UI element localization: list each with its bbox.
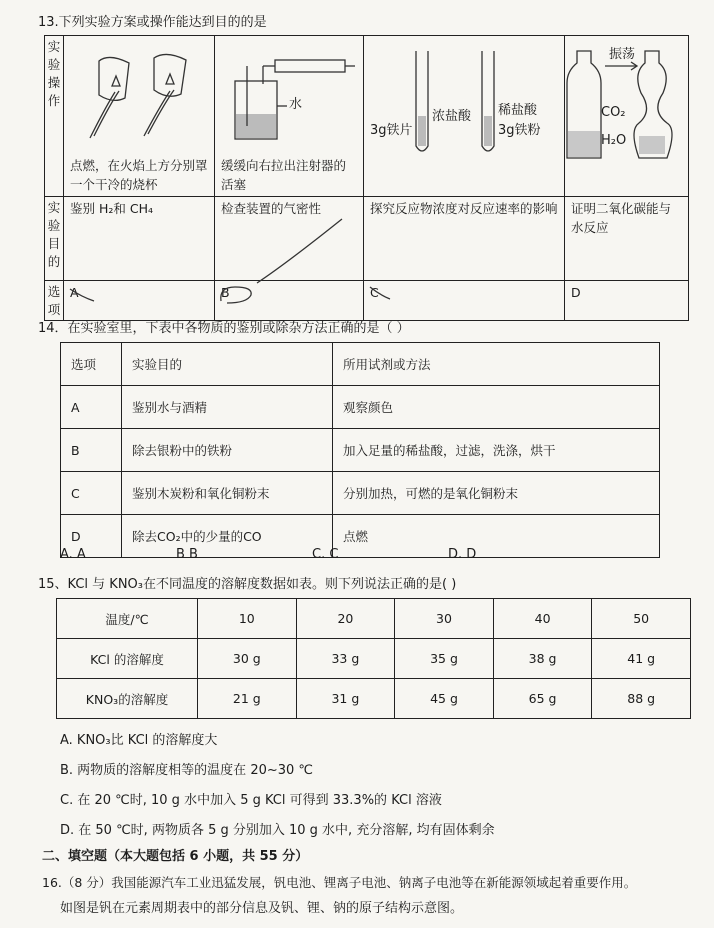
q14-choice-a: A. A bbox=[60, 547, 86, 562]
label-dil-hcl: 稀盐酸 bbox=[498, 103, 538, 118]
q14-choice-c: C. C bbox=[312, 547, 339, 562]
q13-title: 13.下列实验方案或操作能达到目的的是 bbox=[38, 15, 267, 30]
circle-mark bbox=[217, 283, 257, 309]
row-label-operation: 实 验 操 作 bbox=[45, 36, 64, 197]
q13-op-d bbox=[565, 36, 689, 197]
label-conc-hcl: 浓盐酸 bbox=[432, 109, 472, 124]
table-row: D 除去CO₂中的少量的CO 点燃 bbox=[61, 515, 660, 558]
cross-mark bbox=[68, 285, 98, 305]
pen-stroke-mark bbox=[255, 215, 345, 285]
label-iron-powder: 3g铁粉 bbox=[498, 123, 541, 138]
q16-line1: 16.（8 分）我国能源汽车工业迅猛发展，钒电池、锂离子电池、钠离子电池等在新能源领域起着重要作用。 bbox=[42, 875, 637, 890]
label-water: 水 bbox=[289, 97, 303, 112]
q14-table bbox=[60, 342, 660, 558]
table-row: B 除去银粉中的铁粉 加入足量的稀盐酸，过滤，洗涤，烘干 bbox=[61, 429, 660, 472]
label-shake: 振荡 bbox=[609, 47, 636, 62]
q14-header-option: 选项 bbox=[61, 343, 122, 386]
q15-option-c: C. 在 20 ℃时, 10 g 水中加入 5 g KCl 可得到 33.3%的 KCl 溶液 bbox=[60, 793, 442, 808]
q15-table: 温度/℃ 10 20 30 40 50 KCl 的溶解度 30 g 33 g 35 g 38 g 41 g KNO₃的溶解度 21 g 31 g 45 g 65 g 88 g bbox=[56, 598, 691, 719]
q15-title: 15、KCl 与 KNO₃在不同温度的溶解度数据如表。则下列说法正确的是( ) bbox=[38, 577, 457, 592]
table-row: A 鉴别水与酒精 观察颜色 bbox=[61, 386, 660, 429]
label-co2: CO₂ bbox=[601, 105, 626, 120]
q14-choice-b: B B bbox=[176, 547, 198, 562]
q15-option-b: B. 两物质的溶解度相等的温度在 20~30 ℃ bbox=[60, 763, 314, 778]
q13-purpose-c: 探究反应物浓度对反应速率的影响 bbox=[370, 201, 558, 216]
q13-purpose-b: 检查装置的气密性 bbox=[221, 201, 322, 216]
q14-title: 14．在实验室里，下表中各物质的鉴别或除杂方法正确的是（ ） bbox=[38, 321, 410, 336]
label-h2o: H₂O bbox=[601, 133, 627, 148]
q13-op-a: 点燃，在火焰上方分别罩一个干冷的烧杯 bbox=[64, 36, 215, 197]
q13-option-d: D bbox=[571, 285, 581, 300]
q13-option-a: A bbox=[70, 285, 79, 300]
q13-purpose-a: 鉴别 H₂和 CH₄ bbox=[70, 201, 153, 216]
label-iron-chunk: 3g铁片 bbox=[370, 123, 413, 138]
flask-hood-icon bbox=[64, 36, 214, 154]
q14-header-method: 所用试剂或方法 bbox=[333, 343, 660, 386]
table-row: C 鉴别木炭粉和氧化铜粉末 分别加热，可燃的是氧化铜粉末 bbox=[61, 472, 660, 515]
q13-table bbox=[44, 35, 689, 321]
q13-option-b: B bbox=[221, 285, 230, 300]
syringe-bottle-icon bbox=[215, 36, 363, 154]
q13-option-c: C bbox=[370, 285, 379, 300]
section-title: 二、填空题（本大题包括 6 小题，共 55 分） bbox=[42, 849, 309, 864]
q13-purpose-d: 证明二氧化碳能与水反应 bbox=[571, 201, 672, 235]
cross-mark bbox=[368, 285, 398, 305]
q15-option-d: D. 在 50 ℃时, 两物质各 5 g 分别加入 10 g 水中, 充分溶解, 均有固体剩余 bbox=[60, 823, 495, 838]
q14-header-purpose: 实验目的 bbox=[122, 343, 333, 386]
q15-option-a: A. KNO₃比 KCl 的溶解度大 bbox=[60, 733, 218, 748]
table-row: KCl 的溶解度 30 g 33 g 35 g 38 g 41 g bbox=[57, 639, 691, 679]
row-label-option: 选 项 bbox=[45, 281, 64, 321]
q13-op-c bbox=[364, 36, 565, 197]
q16-line2: 如图是钒在元素周期表中的部分信息及钒、锂、钠的原子结构示意图。 bbox=[60, 901, 464, 916]
q13-op-b: 水 缓缓向右拉出注射器的活塞 bbox=[215, 36, 364, 197]
row-label-purpose: 实 验 目 的 bbox=[45, 197, 64, 281]
table-row: KNO₃的溶解度 21 g 31 g 45 g 65 g 88 g bbox=[57, 679, 691, 719]
q14-choice-d: D. D bbox=[448, 547, 477, 562]
